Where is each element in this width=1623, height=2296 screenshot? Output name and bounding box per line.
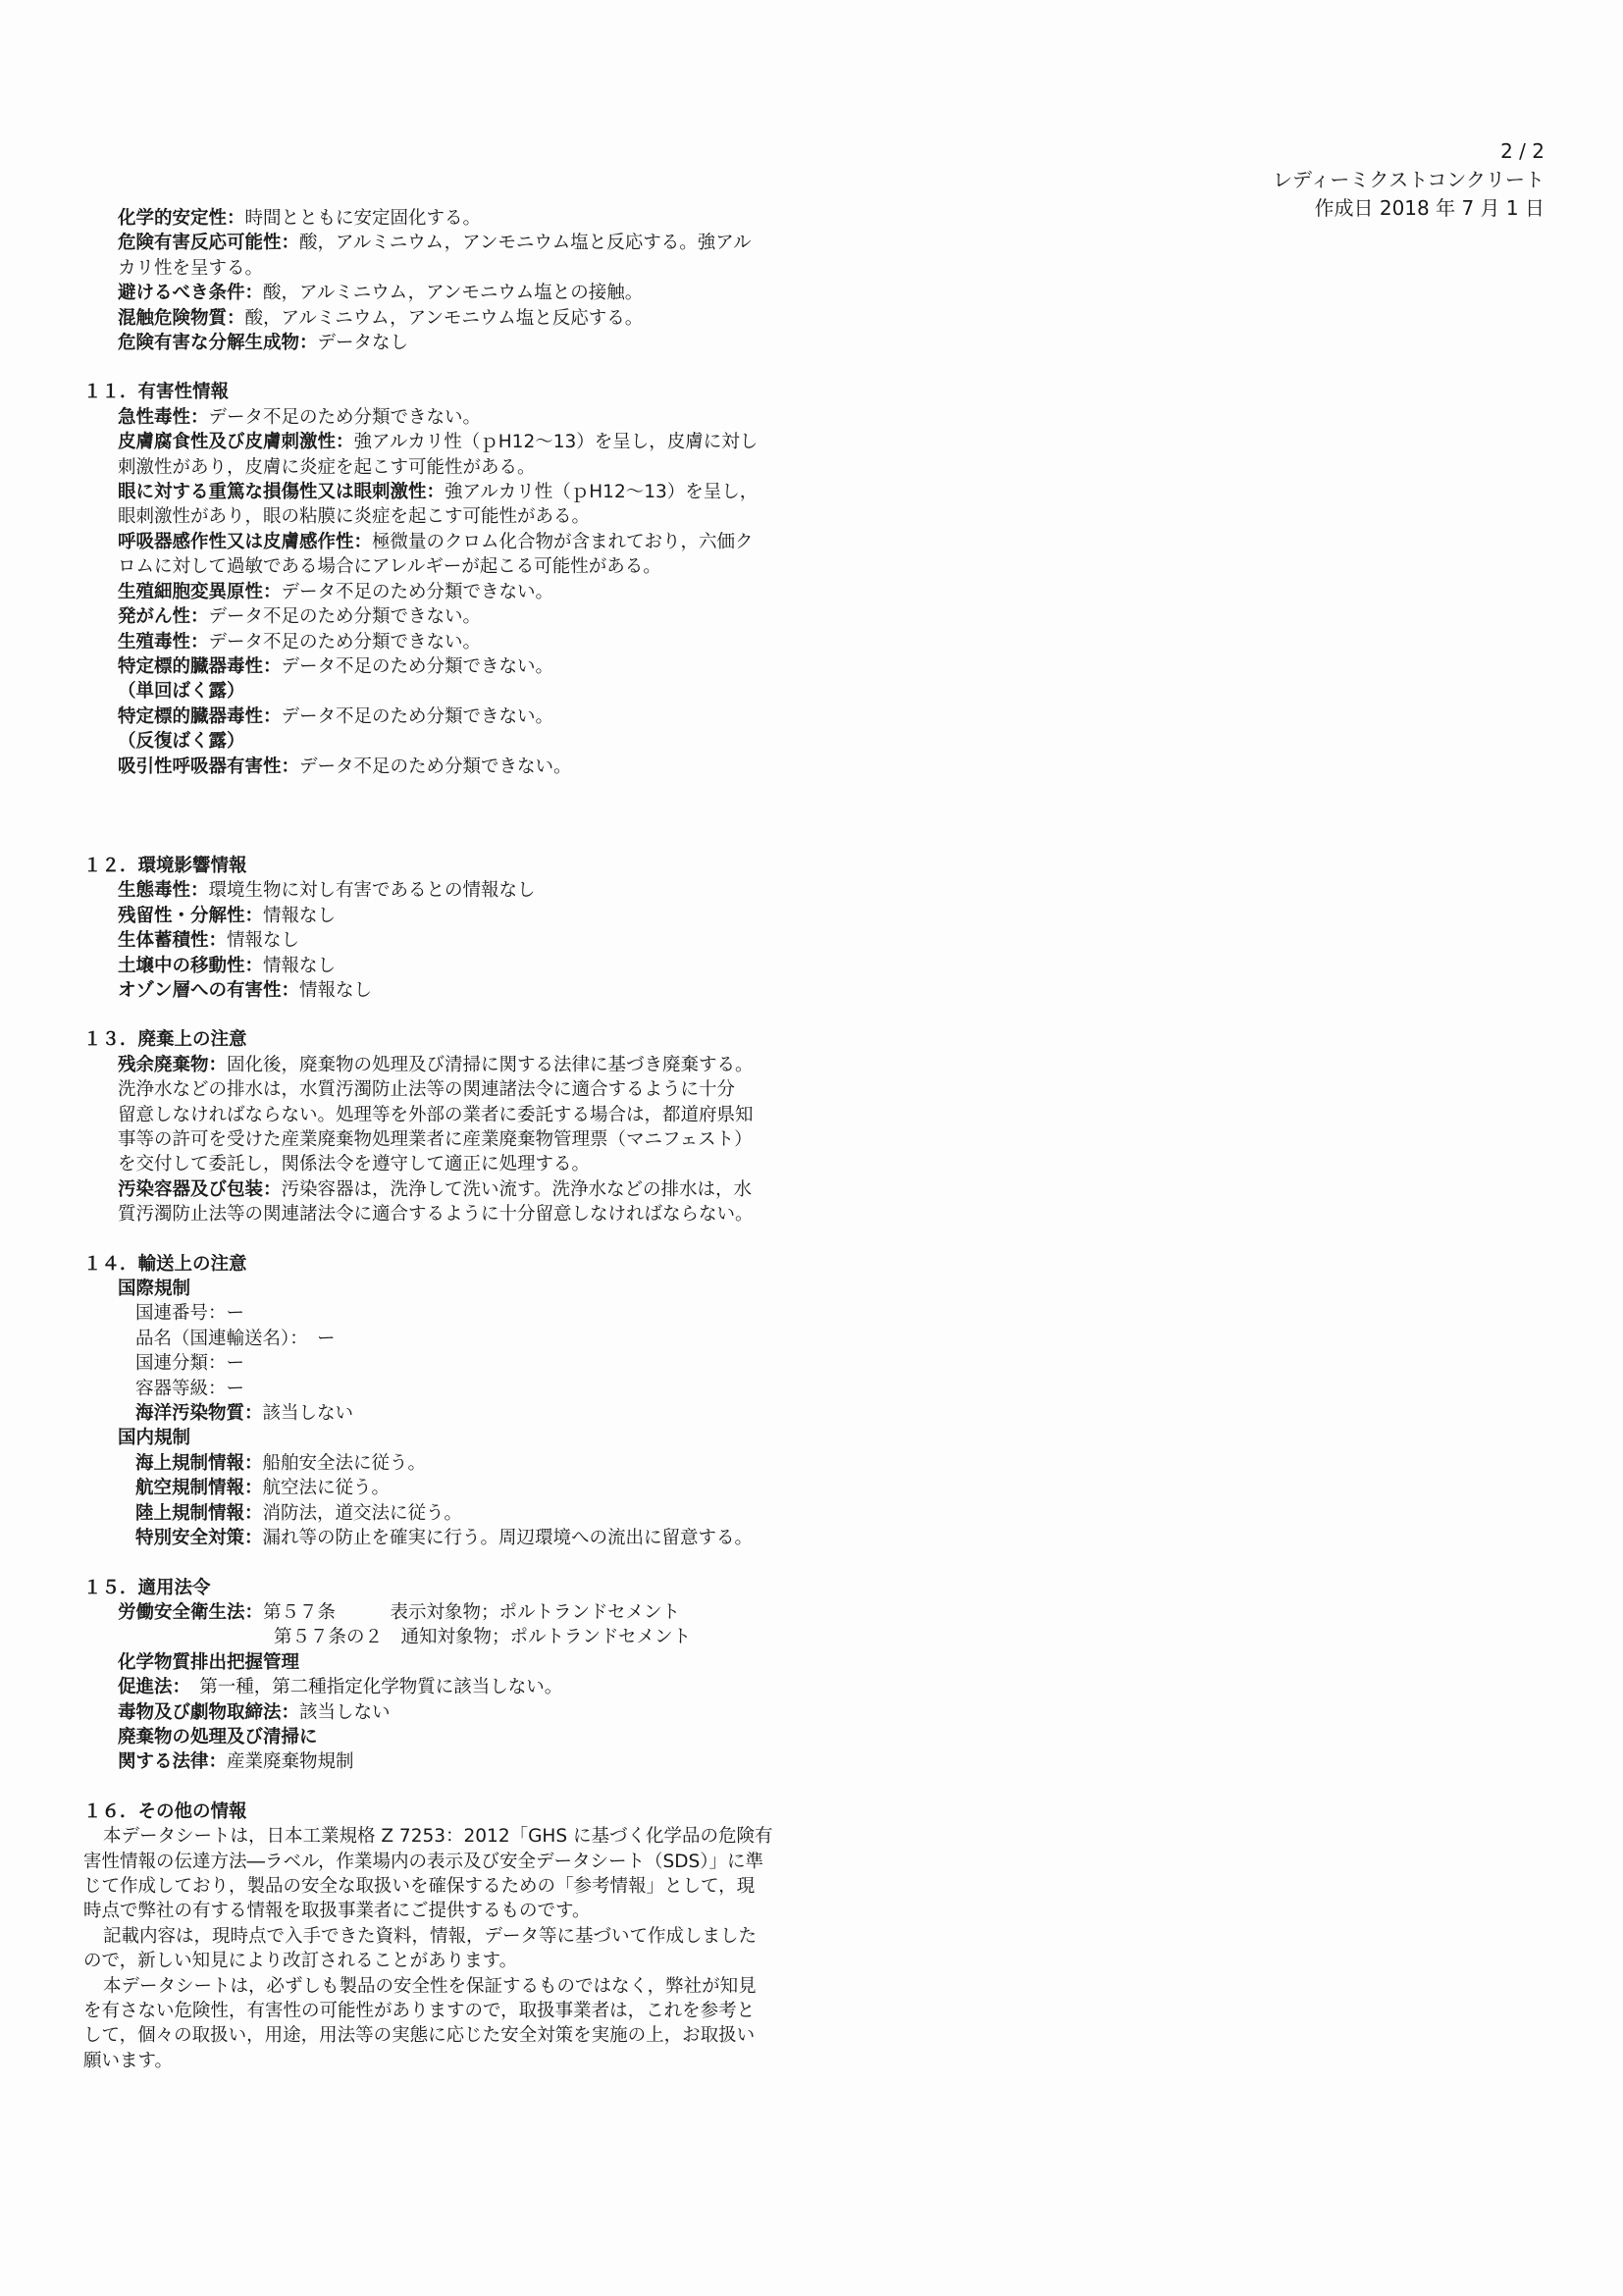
eco-text: 環境生物に対し有害であるとの情報なし: [208, 880, 536, 902]
germ-label: 生殖細胞変異原性：: [118, 581, 282, 602]
resp-text-1: 極微量のクロム化合物が含まれており，六価ク: [372, 531, 754, 552]
pack-label: 汚染容器及び包装：: [118, 1178, 282, 1200]
water-text-1: 洗浄水などの排水は，水質汚濁防止法等の関連諸法令に適合するように十分: [118, 1079, 736, 1101]
soil-text: 情報なし: [263, 955, 337, 976]
carc-label: 発がん性：: [118, 606, 209, 628]
incompat-label: 混触危険物質：: [118, 307, 245, 329]
other-p3-line-3: して，個々の取扱い，用途，用法等の実態に応じた安全対策を実施の上，お取扱い: [83, 2025, 756, 2047]
reactivity-text-2: カリ性を呈する。: [118, 257, 264, 279]
acute-label: 急性毒性：: [118, 406, 209, 428]
pack-text-1: 汚染容器は，洗浄して洗い流す。洗浄水などの排水は，水: [281, 1178, 753, 1200]
document-body: [83, 206, 790, 2073]
repro-label: 生殖毒性：: [118, 631, 209, 652]
stot-rep-text: データ不足のため分類できない。: [281, 705, 554, 727]
created-date: 作成日 2018 年 7 月 1 日: [1314, 196, 1544, 220]
poison-label: 毒物及び劇物取締法：: [118, 1701, 300, 1723]
carc-text: データ不足のため分類できない。: [208, 606, 482, 628]
section-15-title: １５．適用法令: [83, 1577, 211, 1598]
other-p1-line-3: じて作成しており，製品の安全な取扱いを確保するための「参考情報」として，現: [83, 1875, 756, 1897]
air-label: 航空規制情報：: [135, 1478, 263, 1499]
packing-group: 容器等級：ー: [135, 1378, 245, 1399]
land-label: 陸上規制情報：: [135, 1502, 263, 1524]
aspiration-text: データ不足のため分類できない。: [299, 756, 572, 777]
other-p3-line-4: 願います。: [83, 2050, 174, 2071]
eco-label: 生態毒性：: [118, 880, 209, 902]
waste-text: 固化後，廃棄物の処理及び清掃に関する法律に基づき廃棄する。: [227, 1054, 754, 1075]
single-exposure-note: （単回ばく露）: [118, 681, 245, 703]
persist-label: 残留性・分解性：: [118, 905, 264, 926]
un-class: 国連分類：ー: [135, 1353, 245, 1375]
bio-label: 生体蓄積性：: [118, 930, 228, 952]
eye-text-1: 強アルカリ性（ｐH12～13）を呈し，: [445, 482, 759, 503]
soil-label: 土壌中の移動性：: [118, 955, 264, 976]
section-16-title: １６．その他の情報: [83, 1800, 247, 1822]
ozone-text: 情報なし: [299, 979, 373, 1001]
other-p2-line-2: ので，新しい知見により改訂されることがあります。: [83, 1951, 518, 1972]
decomp-text: データなし: [317, 333, 409, 354]
sea-label: 海上規制情報：: [135, 1452, 263, 1474]
reactivity-text-1: 酸，アルミニウム，アンモニウム塩と反応する。強アル: [299, 233, 752, 254]
bio-text: 情報なし: [227, 930, 300, 952]
isha-text-1: 第５７条 表示対象物；ポルトランドセメント: [263, 1601, 680, 1623]
section-12-ecology: [83, 854, 790, 1003]
resp-text-2: ロムに対して過敏である場合にアレルギーが起こる可能性がある。: [118, 556, 661, 578]
air-text: 航空法に従う。: [262, 1478, 391, 1499]
prtr-line-1: 化学物質排出把握管理: [118, 1651, 300, 1673]
section-16-other: [83, 1800, 790, 2073]
other-p3-line-2: を有さない危険性，有害性の可能性がありますので，取扱事業者は，これを参考と: [83, 2001, 756, 2021]
stability-label: 化学的安定性：: [118, 208, 245, 229]
prtr-text: 第一種，第二種指定化学物質に該当しない。: [181, 1677, 563, 1698]
other-p2-line-1: 記載内容は，現時点で入手できた資料，情報，データ等に基づいて作成しました: [103, 1925, 758, 1947]
repro-text: データ不足のため分類できない。: [208, 631, 482, 652]
repeated-exposure-note: （反復ばく露）: [118, 731, 245, 753]
other-p1-line-4: 時点で弊社の有する情報を取扱事業者にご提供するものです。: [83, 1901, 591, 1922]
incompat-text: 酸，アルミニウム，アンモニウム塩と反応する。: [244, 307, 644, 329]
water-text-2: 留意しなければならない。処理等を外部の業者に委託する場合は，都道府県知: [118, 1104, 754, 1125]
persist-text: 情報なし: [263, 905, 337, 926]
domestic-regulation: 国内規制: [118, 1428, 191, 1449]
sea-text: 船舶安全法に従う。: [262, 1452, 427, 1474]
water-text-4: を交付して委託し，関係法令を遵守して適正に処理する。: [118, 1154, 591, 1175]
reactivity-label: 危険有害反応可能性：: [118, 233, 300, 254]
section-10-stability: [83, 206, 790, 355]
marine-text: 該当しない: [262, 1403, 354, 1425]
stot-single-label: 特定標的臓器毒性：: [118, 655, 282, 677]
other-p1-line-2: 害性情報の伝達方法―ラベル，作業場内の表示及び安全データシート（SDS）」に準: [83, 1851, 764, 1872]
section-11-toxicity: [83, 380, 790, 779]
acute-text: データ不足のため分類できない。: [208, 406, 482, 428]
marine-label: 海洋汚染物質：: [135, 1403, 263, 1425]
prtr-label: 促進法：: [118, 1677, 182, 1698]
pack-text-2: 質汚濁防止法等の関連諸法令に適合するように十分留意しなければならない。: [118, 1204, 754, 1226]
germ-text: データ不足のため分類できない。: [281, 581, 554, 602]
section-14-title: １４．輸送上の注意: [83, 1253, 247, 1275]
decomp-label: 危険有害な分解生成物：: [118, 333, 318, 354]
page-header: [1273, 137, 1544, 223]
aspiration-label: 吸引性呼吸器有害性：: [118, 756, 300, 777]
avoid-label: 避けるべき条件：: [118, 283, 264, 304]
land-text: 消防法，道交法に従う。: [262, 1502, 463, 1524]
waste-law-label: 関する法律：: [118, 1751, 228, 1773]
other-p1-line-1: 本データシートは，日本工業規格 Z 7253：2012「GHS に基づく化学品の危険有: [103, 1826, 773, 1848]
section-12-title: １２．環境影響情報: [83, 855, 247, 876]
water-text-3: 事等の許可を受けた産業廃棄物処理業者に産業廃棄物管理票（マニフェスト）: [118, 1129, 753, 1150]
avoid-text: 酸，アルミニウム，アンモニウム塩との接触。: [263, 283, 644, 304]
section-13-title: １３．廃棄上の注意: [83, 1029, 247, 1051]
poison-text: 該当しない: [299, 1701, 391, 1723]
section-14-transport: [83, 1252, 790, 1551]
special-label: 特別安全対策：: [135, 1528, 263, 1549]
waste-law-text: 産業廃棄物規制: [227, 1751, 354, 1773]
eye-label: 眼に対する重篤な損傷性又は眼刺激性：: [118, 482, 445, 503]
waste-law-line-1: 廃棄物の処理及び清掃に: [118, 1726, 318, 1748]
section-11-title: １１．有害性情報: [83, 382, 230, 403]
eye-text-2: 眼刺激性があり，眼の粘膜に炎症を起こす可能性がある。: [118, 506, 591, 528]
stot-single-text: データ不足のため分類できない。: [281, 655, 554, 677]
waste-label: 残余廃棄物：: [118, 1054, 228, 1075]
un-shipping-name: 品名（国連輸送名）： ー: [135, 1328, 336, 1349]
section-15-regulations: [83, 1576, 790, 1775]
section-13-disposal: [83, 1027, 790, 1226]
stot-rep-label: 特定標的臓器毒性：: [118, 705, 282, 727]
intl-regulation: 国際規制: [118, 1278, 191, 1300]
skin-label: 皮膚腐食性及び皮膚刺激性：: [118, 432, 354, 453]
other-p3-line-1: 本データシートは，必ずしも製品の安全性を保証するものではなく，弊社が知見: [103, 1975, 757, 1997]
skin-text-2: 刺激性があり，皮膚に炎症を起こす可能性がある。: [118, 456, 536, 478]
ozone-label: オゾン層への有害性：: [118, 979, 300, 1001]
special-text: 漏れ等の防止を確実に行う。周辺環境への流出に留意する。: [262, 1528, 754, 1549]
isha-text-2: 第５７条の２ 通知対象物；ポルトランドセメント: [274, 1627, 691, 1648]
skin-text-1: 強アルカリ性（ｐH12～13）を呈し，皮膚に対し: [353, 432, 759, 453]
product-name: レディーミクストコンクリート: [1273, 168, 1544, 191]
un-number: 国連番号：ー: [135, 1303, 245, 1325]
stability-text: 時間とともに安定固化する。: [244, 208, 482, 229]
isha-label: 労働安全衛生法：: [118, 1601, 264, 1623]
page-number: 2 / 2: [1500, 139, 1544, 163]
resp-label: 呼吸器感作性又は皮膚感作性：: [118, 531, 373, 552]
